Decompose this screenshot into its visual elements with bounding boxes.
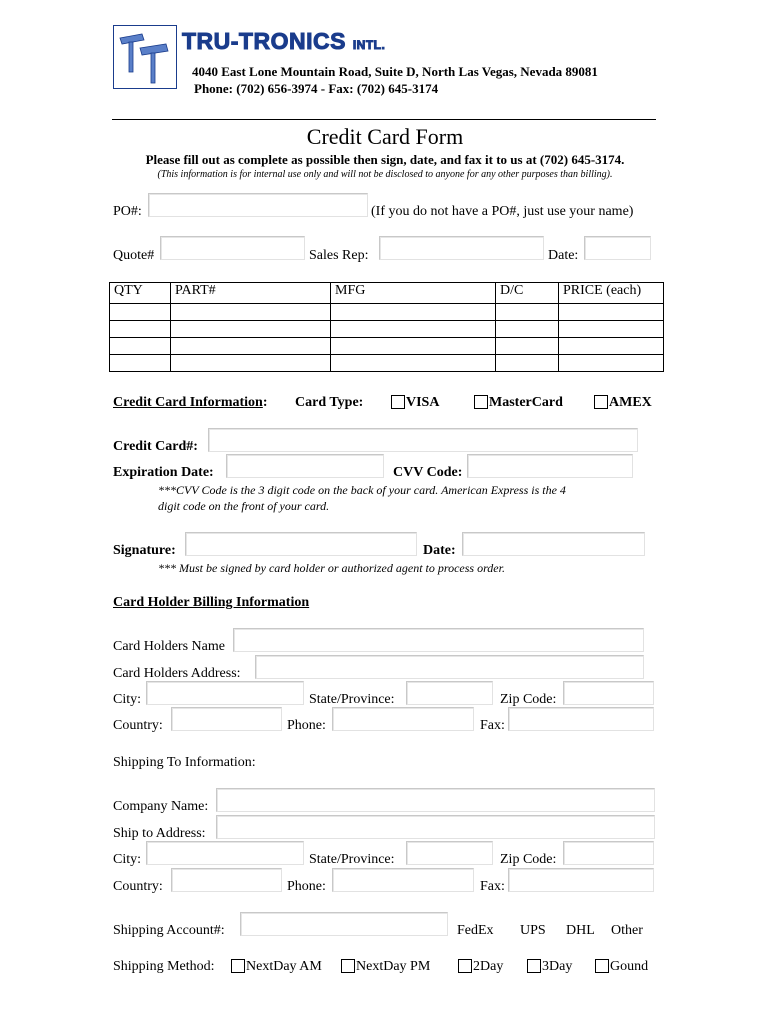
mastercard-checkbox[interactable] bbox=[474, 395, 488, 409]
table-cell[interactable] bbox=[331, 355, 496, 372]
table-row bbox=[110, 321, 664, 338]
card-number-input[interactable] bbox=[208, 428, 638, 452]
table-cell[interactable] bbox=[331, 304, 496, 321]
signature-label: Signature: bbox=[113, 543, 176, 558]
billing-phone-input[interactable] bbox=[332, 707, 474, 731]
shipping-account-label: Shipping Account#: bbox=[113, 923, 225, 938]
amex-label: AMEX bbox=[609, 395, 652, 410]
nextday-am-label: NextDay AM bbox=[246, 959, 322, 974]
column-header-mfg: MFG bbox=[331, 283, 496, 304]
billing-state-input[interactable] bbox=[406, 681, 493, 705]
column-header-dc: D/C bbox=[496, 283, 559, 304]
column-header-price: PRICE (each) bbox=[559, 283, 664, 304]
table-cell[interactable] bbox=[110, 321, 171, 338]
signature-date-input[interactable] bbox=[462, 532, 645, 556]
nextday-pm-checkbox[interactable] bbox=[341, 959, 355, 973]
table-cell[interactable] bbox=[171, 321, 331, 338]
form-instructions: Please fill out as complete as possible then sign, date, and fax it to us at (702) 645-3174. bbox=[145, 152, 625, 167]
shipping-country-label: Country: bbox=[113, 879, 163, 894]
shipping-section-heading: Shipping To Information: bbox=[113, 755, 256, 770]
billing-state-label: State/Province: bbox=[309, 692, 395, 707]
company-logo-text bbox=[182, 28, 385, 55]
credit-card-section-label: Credit Card Information bbox=[113, 395, 263, 410]
table-cell[interactable] bbox=[496, 304, 559, 321]
billing-zip-input[interactable] bbox=[563, 681, 654, 705]
three-day-checkbox[interactable] bbox=[527, 959, 541, 973]
header-divider bbox=[112, 119, 656, 120]
shipping-country-input[interactable] bbox=[171, 868, 282, 892]
nextday-am-checkbox[interactable] bbox=[231, 959, 245, 973]
company-name: TRU-TRONICS bbox=[182, 28, 346, 54]
table-row bbox=[110, 338, 664, 355]
expiration-input[interactable] bbox=[226, 454, 384, 478]
card-number-label: Credit Card#: bbox=[113, 439, 198, 454]
table-cell[interactable] bbox=[110, 304, 171, 321]
cvv-note-line2: digit code on the front of your card. bbox=[158, 499, 330, 513]
shipping-zip-label: Zip Code: bbox=[500, 852, 557, 867]
card-holder-name-input[interactable] bbox=[233, 628, 644, 652]
company-logo-mark bbox=[113, 25, 177, 89]
signature-input[interactable] bbox=[185, 532, 417, 556]
cvv-label: CVV Code: bbox=[393, 465, 463, 480]
ship-address-label: Ship to Address: bbox=[113, 826, 206, 841]
two-day-checkbox[interactable] bbox=[458, 959, 472, 973]
shipping-phone-label: Phone: bbox=[287, 879, 326, 894]
shipping-state-label: State/Province: bbox=[309, 852, 395, 867]
two-day-label: 2Day bbox=[473, 959, 504, 974]
table-cell[interactable] bbox=[110, 338, 171, 355]
amex-checkbox[interactable] bbox=[594, 395, 608, 409]
billing-city-input[interactable] bbox=[146, 681, 304, 705]
po-input[interactable] bbox=[148, 193, 368, 217]
mastercard-label: MasterCard bbox=[489, 395, 563, 410]
company-name-label: Company Name: bbox=[113, 799, 209, 814]
po-label: PO#: bbox=[113, 204, 142, 219]
table-row bbox=[110, 355, 664, 372]
signature-date-label: Date: bbox=[423, 543, 456, 558]
billing-section-heading: Card Holder Billing Information bbox=[113, 595, 310, 610]
quote-label: Quote# bbox=[113, 248, 155, 263]
shipping-fax-label: Fax: bbox=[480, 879, 505, 894]
credit-card-section-heading bbox=[113, 395, 268, 411]
shipping-account-input[interactable] bbox=[240, 912, 448, 936]
company-address: 4040 East Lone Mountain Road, Suite D, North Las Vegas, Nevada 89081 bbox=[192, 64, 598, 79]
form-disclaimer: (This information is for internal use only and will not be disclosed to anyone for any other purposes than billing). bbox=[157, 169, 613, 180]
table-cell[interactable] bbox=[496, 321, 559, 338]
shipping-city-label: City: bbox=[113, 852, 142, 867]
table-header-row bbox=[110, 283, 664, 304]
table-cell[interactable] bbox=[559, 321, 664, 338]
table-cell[interactable] bbox=[171, 338, 331, 355]
carrier-ups[interactable]: UPS bbox=[520, 923, 546, 938]
order-date-label: Date: bbox=[548, 248, 579, 263]
card-type-label: Card Type: bbox=[295, 395, 364, 410]
company-phone-fax: Phone: (702) 656-3974 - Fax: (702) 645-3174 bbox=[194, 81, 439, 96]
column-header-part: PART# bbox=[171, 283, 331, 304]
column-header-qty: QTY bbox=[110, 283, 171, 304]
cvv-input[interactable] bbox=[467, 454, 633, 478]
table-cell[interactable] bbox=[559, 355, 664, 372]
parts-table bbox=[109, 282, 664, 372]
company-suffix: INTL. bbox=[352, 38, 386, 52]
billing-fax-label: Fax: bbox=[480, 718, 505, 733]
table-cell[interactable] bbox=[559, 304, 664, 321]
credit-card-section-colon: : bbox=[262, 395, 268, 410]
billing-country-input[interactable] bbox=[171, 707, 282, 731]
billing-phone-label: Phone: bbox=[287, 718, 326, 733]
table-cell[interactable] bbox=[171, 355, 331, 372]
quote-input[interactable] bbox=[160, 236, 305, 260]
carrier-other[interactable]: Other bbox=[611, 923, 643, 938]
billing-fax-input[interactable] bbox=[508, 707, 654, 731]
table-cell[interactable] bbox=[331, 321, 496, 338]
sales-rep-label: Sales Rep: bbox=[309, 248, 369, 263]
sales-rep-input[interactable] bbox=[379, 236, 544, 260]
card-holder-address-label: Card Holders Address: bbox=[113, 666, 241, 681]
nextday-pm-label: NextDay PM bbox=[356, 959, 431, 974]
card-holder-address-input[interactable] bbox=[255, 655, 644, 679]
table-cell[interactable] bbox=[559, 338, 664, 355]
table-cell[interactable] bbox=[331, 338, 496, 355]
form-title: Credit Card Form bbox=[306, 124, 464, 149]
shipping-city-input[interactable] bbox=[146, 841, 304, 865]
table-cell[interactable] bbox=[171, 304, 331, 321]
ground-label: Gound bbox=[610, 959, 649, 974]
shipping-fax-input[interactable] bbox=[508, 868, 654, 892]
order-date-input[interactable] bbox=[584, 236, 651, 260]
three-day-label: 3Day bbox=[542, 959, 573, 974]
shipping-phone-input[interactable] bbox=[332, 868, 474, 892]
shipping-state-input[interactable] bbox=[406, 841, 493, 865]
signature-note: *** Must be signed by card holder or authorized agent to process order. bbox=[158, 561, 505, 575]
table-cell[interactable] bbox=[110, 355, 171, 372]
company-name-input[interactable] bbox=[216, 788, 655, 812]
ground-checkbox[interactable] bbox=[595, 959, 609, 973]
shipping-zip-input[interactable] bbox=[563, 841, 654, 865]
billing-zip-label: Zip Code: bbox=[500, 692, 557, 707]
table-cell[interactable] bbox=[496, 338, 559, 355]
shipping-method-label: Shipping Method: bbox=[113, 959, 215, 974]
table-row bbox=[110, 304, 664, 321]
visa-checkbox[interactable] bbox=[391, 395, 405, 409]
po-hint: (If you do not have a PO#, just use your name) bbox=[371, 204, 634, 219]
carrier-fedex[interactable]: FedEx bbox=[457, 923, 494, 938]
ship-address-input[interactable] bbox=[216, 815, 655, 839]
carrier-dhl[interactable]: DHL bbox=[566, 923, 595, 938]
billing-country-label: Country: bbox=[113, 718, 163, 733]
table-cell[interactable] bbox=[496, 355, 559, 372]
cvv-note-line1: ***CVV Code is the 3 digit code on the back of your card. American Express is the 4 bbox=[158, 483, 566, 497]
billing-city-label: City: bbox=[113, 692, 142, 707]
expiration-label: Expiration Date: bbox=[113, 465, 214, 480]
visa-label: VISA bbox=[406, 395, 440, 410]
card-holder-name-label: Card Holders Name bbox=[113, 639, 225, 654]
